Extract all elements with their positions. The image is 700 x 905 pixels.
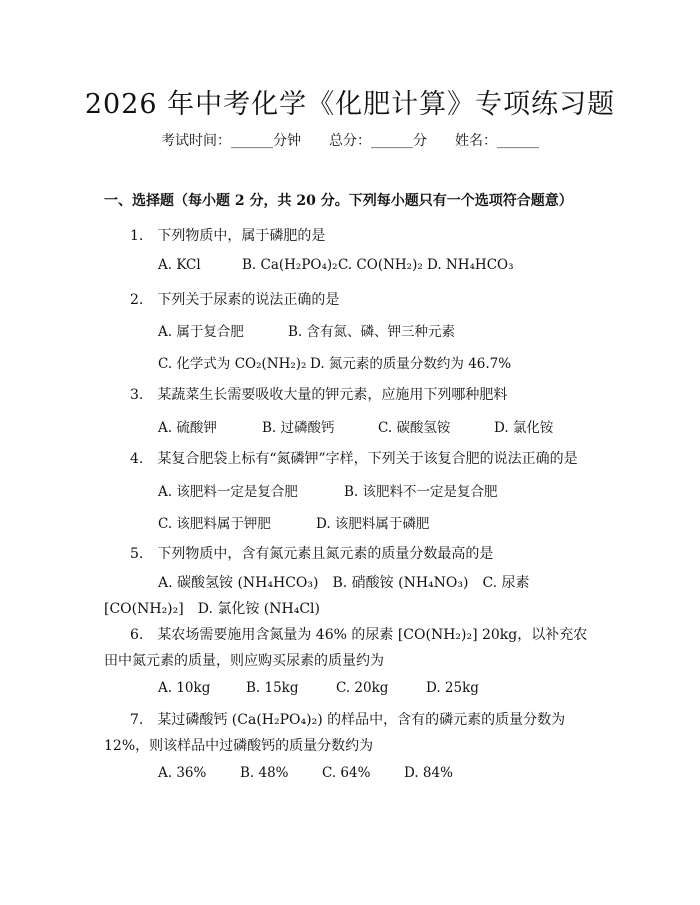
question-3-stem: 3. 某蔬菜生长需要吸收大量的钾元素，应施用下列哪种肥料 bbox=[130, 387, 508, 403]
q1-option-b: B. Ca(H₂PO₄)₂ bbox=[242, 257, 338, 273]
q4-option-c: C. 该肥料属于钾肥 bbox=[158, 516, 271, 532]
q7-option-a: A. 36% bbox=[158, 765, 207, 781]
q5-options: A. 碳酸氢铵 (NH₄HCO₃) B. 硝酸铵 (NH₄NO₃) C. 尿素 [CO(NH₂)₂] D. 氯化铵 (NH₄Cl) bbox=[104, 575, 530, 617]
q4-option-a: A. 该肥料一定是复合肥 bbox=[158, 484, 298, 500]
q7-option-d: D. 84% bbox=[404, 765, 453, 781]
q6-option-c: C. 20kg bbox=[336, 680, 389, 696]
q3-option-b: B. 过磷酸钙 bbox=[262, 420, 335, 436]
q3-option-d: D. 氯化铵 bbox=[494, 420, 554, 436]
question-2-stem: 2. 下列关于尿素的说法正确的是 bbox=[130, 292, 340, 308]
question-6-stem: 6. 某农场需要施用含氮量为 46% 的尿素 [CO(NH₂)₂] 20kg，以补充农田中氮元素的质量，则应购买尿素的质量约为 bbox=[104, 627, 588, 669]
q2-option-a: A. 属于复合肥 bbox=[158, 324, 244, 340]
q3-option-c: C. 碳酸氢铵 bbox=[378, 420, 451, 436]
q1-option-c: C. CO(NH₂)₂ bbox=[338, 257, 423, 273]
question-4-stem: 4. 某复合肥袋上标有“氮磷钾”字样，下列关于该复合肥的说法正确的是 bbox=[130, 451, 578, 467]
q2-option-c: C. 化学式为 CO₂(NH₂)₂ bbox=[158, 356, 307, 372]
q4-option-b: B. 该肥料不一定是复合肥 bbox=[344, 484, 498, 500]
q1-option-a: A. KCl bbox=[158, 257, 201, 273]
q6-option-d: D. 25kg bbox=[426, 680, 479, 696]
q3-option-a: A. 硫酸钾 bbox=[158, 420, 217, 436]
page-title: 2026 年中考化学《化肥计算》专项练习题 bbox=[84, 89, 616, 120]
question-5-stem: 5. 下列物质中，含有氮元素且氮元素的质量分数最高的是 bbox=[130, 546, 494, 562]
q2-option-d: D. 氮元素的质量分数约为 46.7% bbox=[310, 356, 512, 372]
exam-info-line: 考试时间：______分钟 总分：______分 姓名：______ bbox=[161, 133, 539, 149]
q4-option-d: D. 该肥料属于磷肥 bbox=[316, 516, 430, 532]
section-heading: 一、选择题（每小题 2 分，共 20 分。下列每小题只有一个选项符合题意） bbox=[104, 193, 573, 209]
q7-option-c: C. 64% bbox=[322, 765, 371, 781]
q2-option-b: B. 含有氮、磷、钾三种元素 bbox=[288, 324, 456, 340]
q6-option-a: A. 10kg bbox=[158, 680, 211, 696]
question-1-stem: 1. 下列物质中，属于磷肥的是 bbox=[130, 228, 326, 244]
q6-option-b: B. 15kg bbox=[246, 680, 299, 696]
q7-option-b: B. 48% bbox=[240, 765, 289, 781]
q1-option-d: D. NH₄HCO₃ bbox=[427, 257, 514, 273]
question-7-stem: 7. 某过磷酸钙 (Ca(H₂PO₄)₂) 的样品中，含有的磷元素的质量分数为 12%，则该样品中过磷酸钙的质量分数约为 bbox=[104, 712, 566, 754]
